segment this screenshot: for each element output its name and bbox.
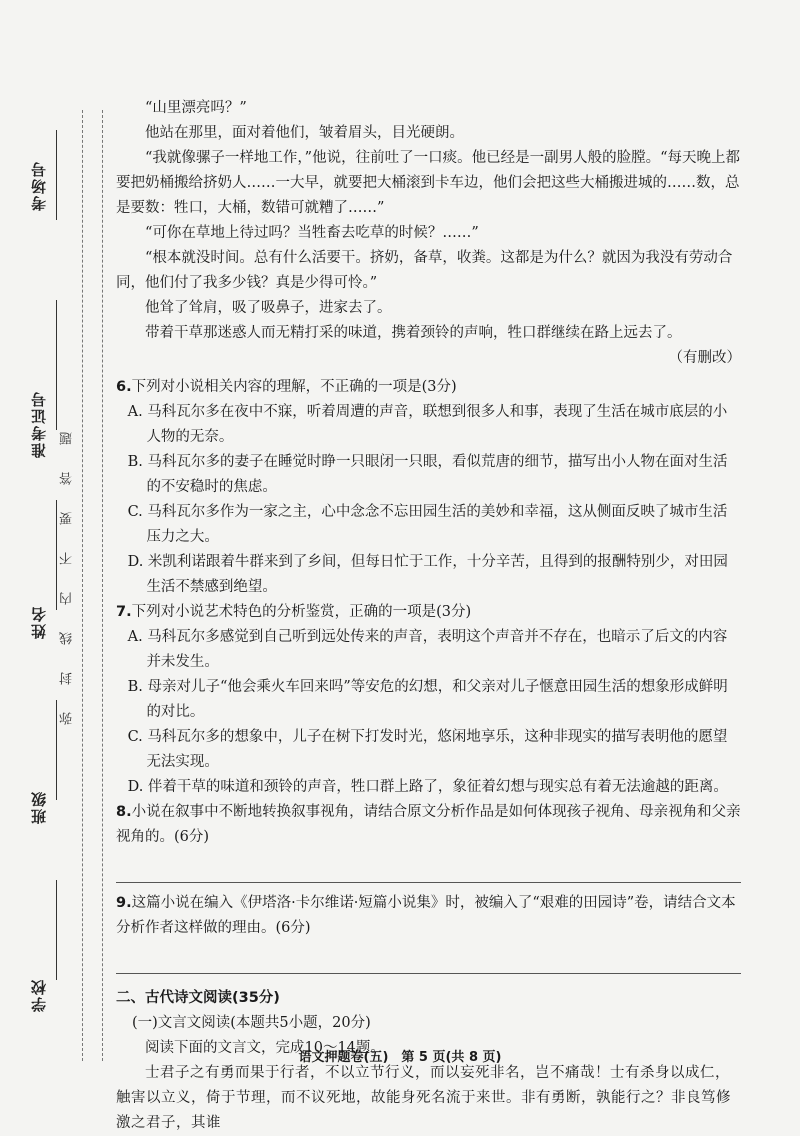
option-a: A. 马科瓦尔多在夜中不寐，听着周遭的声音，联想到很多人和事，表现了生活在城市底层的小人物的无奈。: [127, 404, 728, 445]
option-b: B. 马科瓦尔多的妻子在睡觉时睁一只眼闭一只眼，看似荒唐的细节，描写出小人物在面对生活的不安稳时的焦虑。: [127, 454, 728, 495]
story-paragraph: 他站在那里，面对着他们，皱着眉头，目光硬朗。: [145, 125, 464, 141]
question-number: 8.: [116, 804, 132, 820]
answer-line: [116, 941, 741, 974]
exam-room-label: 考场号: [30, 160, 48, 211]
option-d: D. 伴着干草的味道和颈铃的声音，牲口群上路了，象征着幻想与现实总有着无法逾越的距离。: [127, 779, 728, 795]
seal-line-outer: [82, 110, 83, 1061]
admission-underline: [56, 300, 57, 430]
class-label: 班级: [30, 790, 48, 824]
section-heading: 二、古代诗文阅读(35分): [116, 990, 280, 1006]
story-paragraph: “可你在草地上待过吗？当牲畜去吃草的时候？……”: [145, 225, 479, 241]
question-9: [116, 891, 741, 941]
name-underline: [56, 500, 57, 610]
answer-line: [116, 850, 741, 883]
class-underline: [56, 700, 57, 800]
seal-line-inner: [102, 110, 103, 1061]
option-c: C. 马科瓦尔多作为一家之主，心中念念不忘田园生活的美妙和幸福，这从侧面反映了城市生活压力之大。: [127, 504, 728, 545]
subsection-heading: (一)文言文阅读(本题共5小题，20分): [131, 1015, 371, 1031]
question-number: 7.: [116, 604, 132, 620]
question-7: [116, 600, 741, 625]
question-stem: 小说在叙事中不断地转换叙事视角，请结合原文分析作品是如何体现孩子视角、母亲视角和父亲视角的。(6分): [116, 804, 741, 845]
question-6: [116, 375, 741, 400]
classical-passage: 士君子之有勇而果于行者，不以立节行义，而以妄死非名，岂不痛哉！士有杀身以成仁，触害以立义，倚于节理，而不议死地，故能身死名流于来世。非有勇断，孰能行之？非良笃修激之君子，其谁: [116, 1065, 731, 1131]
question-number: 6.: [116, 379, 132, 395]
story-paragraph: 带着干草那迷惑人而无精打采的味道，携着颈铃的声响，牲口群继续在路上远去了。: [145, 325, 682, 341]
question-8: [116, 800, 741, 850]
question-stem: 下列对小说艺术特色的分析鉴赏，正确的一项是(3分): [131, 604, 472, 620]
story-paragraph: “我就像骡子一样地工作，”他说，往前吐了一口痰。他已经是一副男人般的脸膛。“每天晚上都要把奶桶搬给挤奶人……一大早，就要把大桶滚到卡车边，他们会把这些大桶搬进城的……数，总是要数：牲口，大桶，数错可就糟了……”: [116, 150, 740, 216]
story-paragraph: “山里漂亮吗？”: [145, 100, 247, 116]
option-c: C. 马科瓦尔多的想象中，儿子在树下打发时光，悠闲地享乐，这种非现实的描写表明他的愿望无法实现。: [127, 729, 728, 770]
question-stem: 下列对小说相关内容的理解，不正确的一项是(3分): [131, 379, 457, 395]
story-paragraph: 他耸了耸肩，吸了吸鼻子，进家去了。: [145, 300, 392, 316]
question-number: 9.: [116, 895, 132, 911]
edit-note: （有删改）: [668, 350, 741, 366]
option-b: B. 母亲对儿子“他会乘火车回来吗”等安危的幻想，和父亲对儿子惬意田园生活的想象形成鲜明的对比。: [127, 679, 728, 720]
admission-label: 准考证号: [30, 390, 48, 458]
main-content: [116, 96, 741, 1136]
story-paragraph: “根本就没时间。总有什么活要干。挤奶，备草，收粪。这都是为什么？就因为我没有劳动合同，他们付了我多少钱？真是少得可怜。”: [116, 250, 733, 291]
school-underline: [56, 880, 57, 980]
name-label: 姓名: [30, 605, 48, 639]
exam-room-underline: [56, 130, 57, 220]
reading-instruction: 阅读下面的文言文，完成10～14题。: [145, 1040, 385, 1056]
school-label: 学校: [30, 978, 48, 1012]
question-stem: 这篇小说在编入《伊塔洛·卡尔维诺·短篇小说集》时，被编入了“艰难的田园诗”卷，请结合文本分析作者这样做的理由。(6分): [116, 895, 736, 936]
option-a: A. 马科瓦尔多感觉到自己听到远处传来的声音，表明这个声音并不存在，也暗示了后文的内容并未发生。: [127, 629, 728, 670]
option-d: D. 米凯利诺跟着牛群来到了乡间，但每日忙于工作，十分辛苦，且得到的报酬特别少，对田园生活不禁感到绝望。: [127, 554, 728, 595]
page-footer: 语文押题卷(五) 第 5 页(共 8 页): [298, 1050, 502, 1065]
seal-warning: 弥封线内不要答题: [60, 405, 75, 725]
